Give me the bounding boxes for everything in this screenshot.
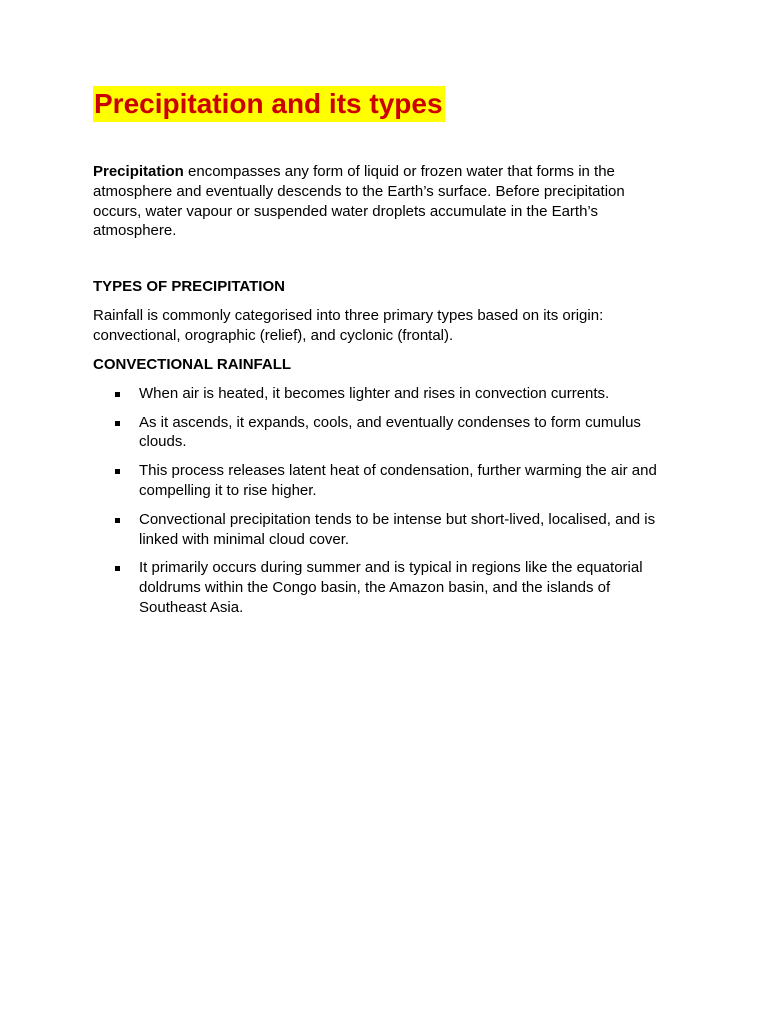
document-page [93, 86, 693, 627]
types-paragraph: Rainfall is commonly categorised into three primary types based on its origin: convectional, orographic (relief), and cyclonic (frontal). [93, 307, 604, 344]
bullet-marker-icon [115, 421, 120, 426]
list-item-text: When air is heated, it becomes lighter and rises in convection currents. [139, 384, 610, 402]
bullet-marker-icon [115, 392, 120, 397]
intro-text: encompasses any form of liquid or frozen water that forms in the atmosphere and eventually descends to the Earth’s surface. Before precipitation occurs, water vapour or suspended water droplets accumulate in the Earth’s atmosphere. [93, 163, 625, 240]
list-item-text: Convectional precipitation tends to be intense but short-lived, localised, and is linked with minimal cloud cover. [139, 510, 656, 548]
bullet-marker-icon [115, 518, 120, 523]
types-heading: TYPES OF PRECIPITATION [93, 278, 285, 296]
list-item [93, 384, 679, 404]
bullet-marker-icon [115, 469, 120, 474]
bullet-marker-icon [115, 566, 120, 571]
convectional-heading: CONVECTIONAL RAINFALL [93, 355, 292, 373]
list-item [93, 510, 679, 550]
list-item-text: As it ascends, it expands, cools, and eventually condenses to form cumulus clouds. [139, 413, 641, 451]
intro-lead-term: Precipitation [93, 163, 184, 180]
convectional-bullet-list [93, 384, 693, 618]
list-item [93, 461, 679, 501]
list-item-text: It primarily occurs during summer and is typical in regions like the equatorial doldrums within the Congo basin, the Amazon basin, and the islands of Southeast Asia. [139, 559, 643, 616]
document-title: Precipitation and its types [93, 86, 445, 122]
list-item [93, 558, 679, 617]
intro-paragraph [93, 162, 653, 241]
list-item-text: This process releases latent heat of condensation, further warming the air and compelling it to rise higher. [139, 462, 657, 499]
list-item [93, 413, 679, 453]
